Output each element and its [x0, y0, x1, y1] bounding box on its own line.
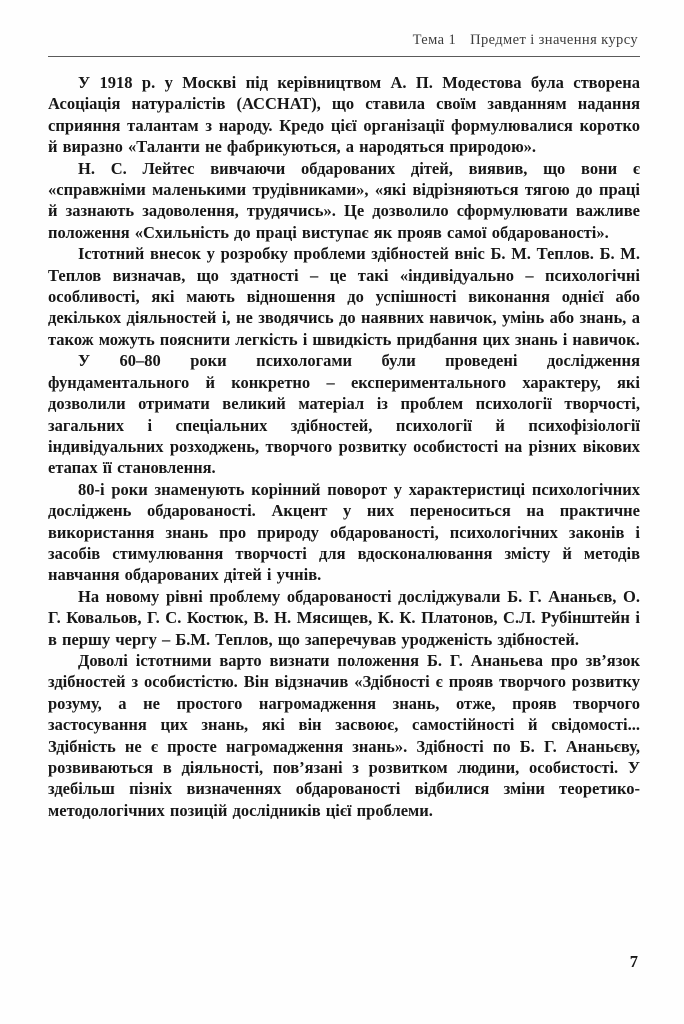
- header-rule: [48, 56, 640, 57]
- paragraph: На новому рівні проблему обдарованості досліджували Б. Г. Ананьєв, О. Г. Ковальов, Г. С. Костюк, В. Н. Мясищев, К. К. Платонов, С.Л. Рубінштейн і в першу чергу – Б.М. Теплов, що заперечував уродженість здібностей.: [48, 586, 640, 649]
- page-body: [48, 72, 640, 821]
- paragraph: Доволі істотними варто визнати положення Б. Г. Ананьева про зв’язок здібностей з особистістю. Він відзначив «Здібності є прояв творчого розвитку розуму, а не простого нагромадження знань, отже, прояв творчого застосування цих знань, які він засвоює, самостійності й свідомості... Здібність не є просте нагромадження знань». Здібності по Б. Г. Ананьєву, розвиваються в діяльності, пов’язані з розвитком людини, особистості. У здебільш пізніх визначеннях обдарованості відбилися зміни теоретико-методологічних позицій дослідників цієї проблеми.: [48, 650, 640, 820]
- page-header: [48, 32, 640, 49]
- page-number: 7: [629, 952, 638, 971]
- paragraph: Істотний внесок у розробку проблеми здібностей вніс Б. М. Теплов. Б. М. Теплов визначав, що здатності – це такі «індивідуально – психологічні особливості, які мають відношення до успішності виконання однієї або декількох діяльностей і, не зводячись до наявних навичок, умінь або знань, а також можуть пояснити легкість і швидкість придбання цих знань і навичок.: [48, 244, 640, 349]
- chapter-title: Предмет і значення курсу: [470, 32, 638, 48]
- paragraph: 80-і роки знаменують корінний поворот у характеристиці психологічних досліджень обдарованості. Акцент у них переноситься на практичне використання знань про природу обдарованості, психологічних законів і засобів стимулювання творчості для вдосконалювання змісту й методів навчання обдарованих дітей і учнів.: [48, 479, 640, 585]
- paragraph: Н. С. Лейтес вивчаючи обдарованих дітей, виявив, що вони є «справжніми маленькими трудівниками», «які відрізняються тягою до праці й зазнають задоволення, трудячись». Це дозволило сформулювати важливе положення «Схильність до праці виступає як прояв самої обдарованості».: [48, 158, 640, 242]
- chapter-label: Тема 1: [412, 32, 457, 48]
- paragraph: У 1918 р. у Москві під керівництвом А. П. Модестова була створена Асоціація натуралістів (АССНАТ), що ставила своїм завданням надання сприяння талантам з народу. Кредо цієї організації формулювалися коротко й виразно «Таланти не фабрикуються, а народяться природою».: [48, 73, 640, 157]
- paragraph: У 60–80 роки психологами були проведені дослідження фундаментального й конкретно – експериментального характеру, які дозволили отримати великий матеріал із проблем психології творчості, загальних і спеціальних здібностей, психології й психофізіології індивідуальних розходжень, творчого розвитку особистості на різних вікових етапах її становлення.: [48, 351, 640, 478]
